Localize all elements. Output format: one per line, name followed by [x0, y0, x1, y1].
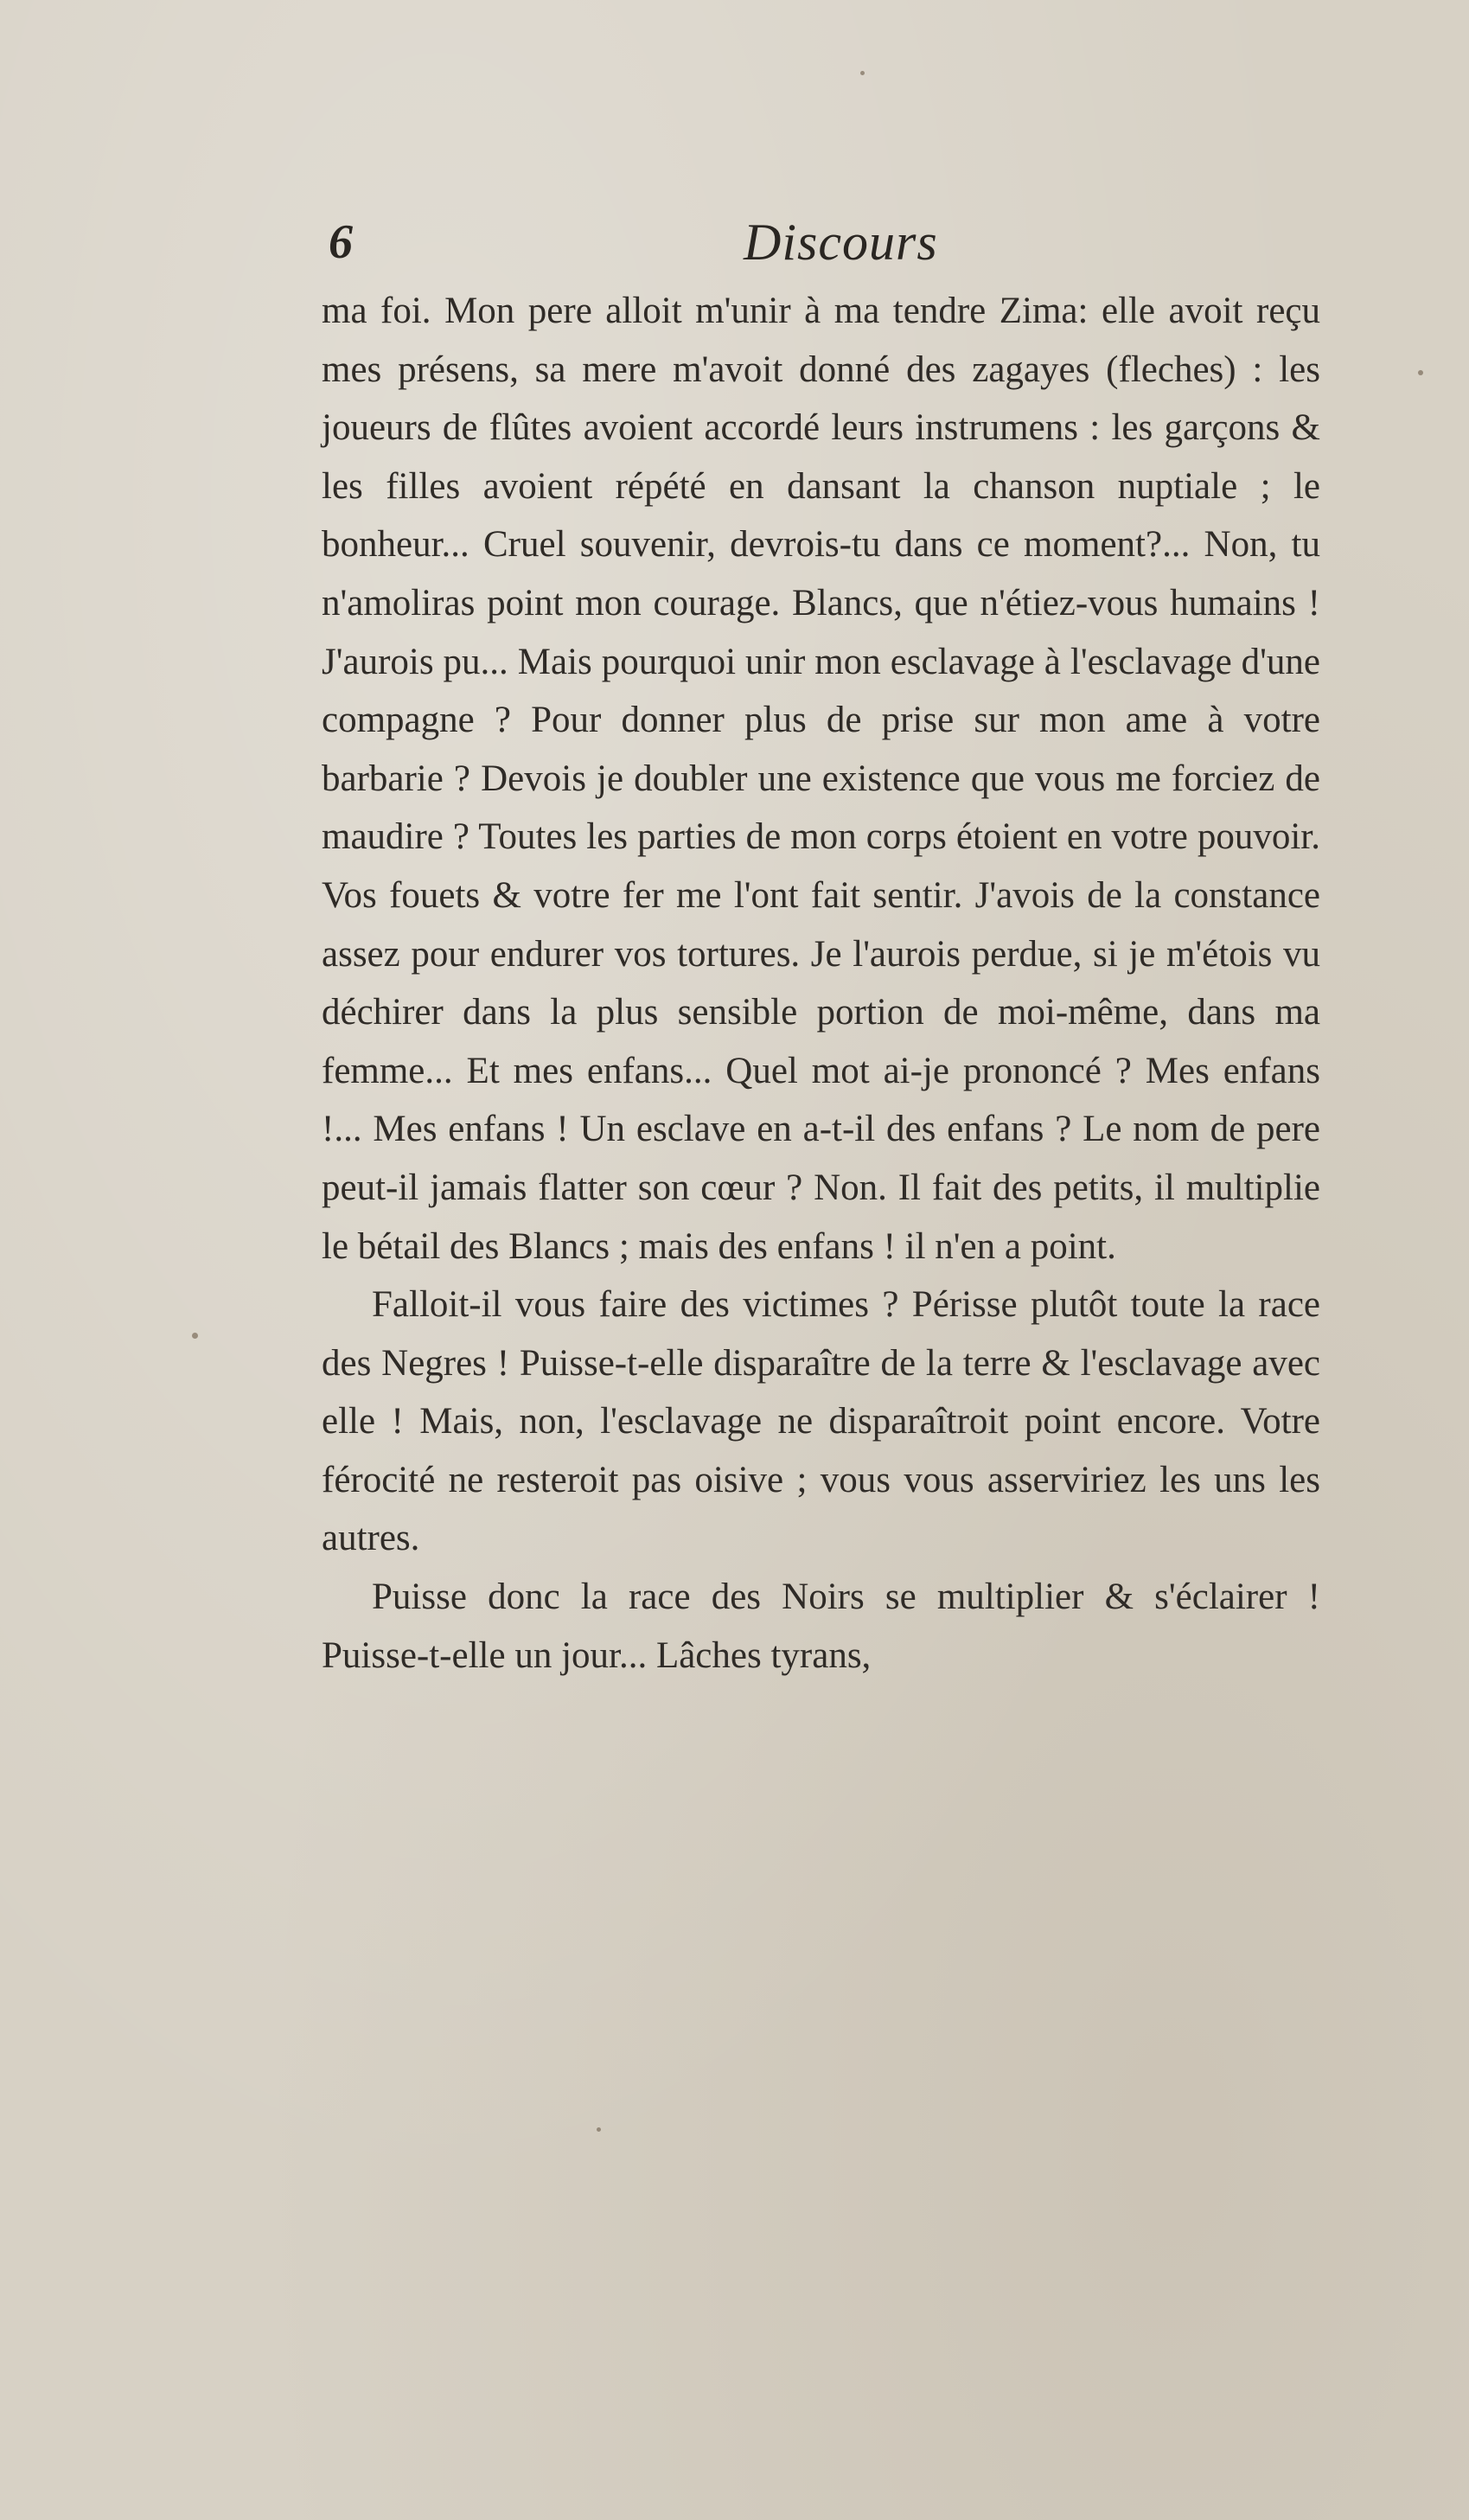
paper-speck: [192, 1333, 198, 1339]
body-text: [322, 282, 1320, 1685]
paper-speck: [860, 71, 865, 75]
running-title: Discours: [744, 214, 938, 271]
paragraph-1: ma foi. Mon pere alloit m'unir à ma tendre Zima: elle avoit reçu mes présens, sa mere m'avoit donné des zagayes (fleches) : les joueurs de flûtes avoient accordé leurs instrumens : les garçons & les filles avoient répété en dansant la chanson nuptiale ; le bonheur... Cruel souvenir, devrois-tu dans ce moment?... Non, tu n'amoliras point mon courage. Blancs, que n'étiez-vous humains ! J'aurois pu... Mais pourquoi unir mon esclavage à l'esclavage d'une compagne ? Pour donner plus de prise sur mon ame à votre barbarie ? Devois je doubler une existence que vous me forciez de maudire ? Toutes les parties de mon corps étoient en votre pouvoir. Vos fouets & votre fer me l'ont fait sentir. J'avois de la constance assez pour endurer vos tortures. Je l'aurois perdue, si je m'étois vu déchirer dans la plus sensible portion de moi-même, dans ma femme... Et mes enfans... Quel mot ai-je prononcé ? Mes enfans !... Mes enfans ! Un esclave en a-t-il des enfans ? Le nom de pere peut-il jamais flatter son cœur ? Non. Il fait des petits, il multiplie le bétail des Blancs ; mais des enfans ! il n'en a point.: [322, 291, 1320, 1267]
paper-speck: [1418, 370, 1423, 375]
page-header: [329, 208, 1297, 277]
paragraph-2: Falloit-il vous faire des victimes ? Périsse plutôt toute la race des Negres ! Puisse-t-elle disparaître de la terre & l'esclavage avec elle ! Mais, non, l'esclavage ne disparaîtroit point encore. Votre férocité ne resteroit pas oisive ; vous vous asserviriez les uns les autres.: [322, 1284, 1320, 1559]
paper-speck: [597, 2127, 601, 2132]
paragraph-3: Puisse donc la race des Noirs se multiplier & s'éclairer ! Puisse-t-elle un jour... Lâches tyrans,: [322, 1577, 1320, 1676]
page-number: 6: [329, 215, 353, 269]
